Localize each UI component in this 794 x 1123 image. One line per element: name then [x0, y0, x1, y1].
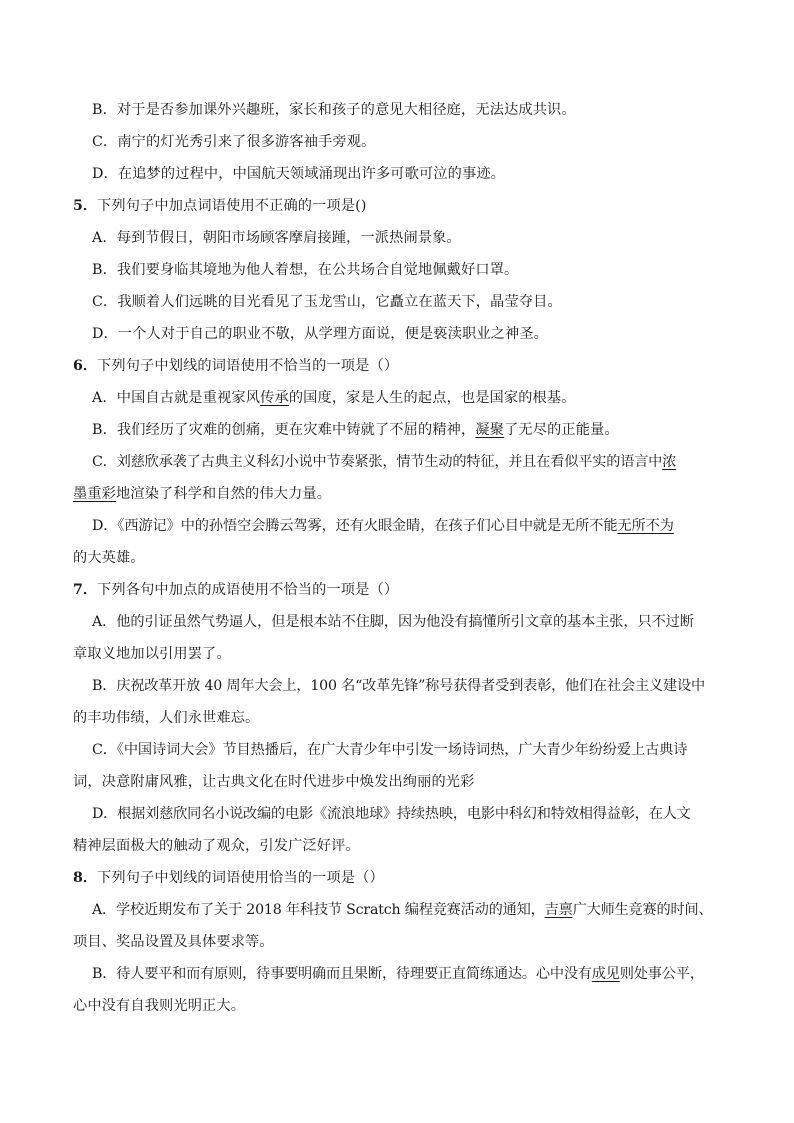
underlined-word: 浓 [662, 454, 677, 470]
underlined-word: 墨重彩 [73, 486, 117, 502]
underlined-word: 吉禀 [544, 902, 573, 918]
q7-option-c-cont: 词，决意附庸风雅，让古典文化在时代进步中焕发出绚丽的光彩 [73, 774, 475, 790]
q7-option-d: D．根据刘慈欣同名小说改编的电影《流浪地球》持续热映，电影中科幻和特效相得益彰，在人文 [92, 806, 691, 822]
q5-option-d: D．一个人对于自己的职业不敬，从学理方面说，便是亵渎职业之神圣。 [92, 326, 549, 342]
q8-option-a-cont: 项目、奖品设置及具体要求等。 [73, 934, 274, 950]
option-d: D．在追梦的过程中，中国航天领域涌现出许多可歌可泣的事迹。 [92, 166, 505, 182]
q7-option-b: B．庆祝改革开放 40 周年大会上，100 名“改革先锋”称号获得者受到表彰，他们在社会主义建设中 [92, 678, 705, 694]
q5-option-a: A．每到节假日，朝阳市场顾客摩肩接踵，一派热闹景象。 [92, 230, 461, 246]
underlined-word: 凝聚 [475, 422, 505, 438]
question-6-stem: 6．下列句子中划线的词语使用不恰当的一项是（） [73, 358, 399, 374]
q6-option-b: B．我们经历了灾难的创痛，更在灾难中铸就了不屈的精神，凝聚了无尽的正能量。 [92, 422, 619, 438]
underlined-word: 传承 [260, 390, 289, 406]
q8-option-a: A．学校近期发布了关于 2018 年科技节 Scratch 编程竞赛活动的通知，吉禀广大师生竞赛的时间、 [92, 902, 713, 918]
question-8-stem: 8．下列句子中划线的词语使用恰当的一项是（） [73, 870, 384, 886]
q5-option-b: B．我们要身临其境地为他人着想，在公共场合自觉地佩戴好口罩。 [92, 262, 519, 278]
q6-option-d: D．《西游记》中的孙悟空会腾云驾雾，还有火眼金睛，在孩子们心目中就是无所不能无所不为 [92, 518, 674, 534]
option-c: C．南宁的灯光秀引来了很多游客袖手旁观。 [92, 134, 376, 150]
q6-option-a: A．中国自古就是重视家风传承的国度，家是人生的起点，也是国家的根基。 [92, 390, 576, 406]
q7-option-c: C．《中国诗词大会》节目热播后，在广大青少年中引发一场诗词热，广大青少年纷纷爱上古典诗 [92, 742, 688, 758]
q6-option-d-cont: 的大英雄。 [73, 550, 145, 566]
underlined-word: 成见 [591, 966, 620, 982]
option-b: B．对于是否参加课外兴趣班，家长和孩子的意见大相径庭，无法达成共识。 [92, 102, 576, 118]
q7-option-d-cont: 精神层面极大的触动了观众，引发广泛好评。 [73, 838, 360, 854]
q7-option-b-cont: 的丰功伟绩，人们永世难忘。 [73, 710, 260, 726]
question-7-stem: 7．下列各句中加点的成语使用不恰当的一项是（） [73, 582, 399, 598]
q7-option-a: A．他的引证虽然气势逼人，但是根本站不住脚，因为他没有搞懂所引文章的基本主张，只不过断 [92, 614, 694, 630]
underlined-word: 无所不为 [617, 518, 674, 534]
question-5-stem: 5．下列句子中加点词语使用不正确的一项是() [73, 198, 367, 214]
q6-option-c-cont: 墨重彩地渲染了科学和自然的伟大力量。 [73, 486, 332, 502]
q6-option-c: C．刘慈欣承袭了古典主义科幻小说中节奏紧张，情节生动的特征，并且在看似平实的语言中浓 [92, 454, 677, 470]
q8-option-b: B．待人要平和而有原则，待事要明确而且果断，待理要正直简练通达。心中没有成见则处事公平， [92, 966, 704, 982]
q5-option-c: C．我顺着人们远眺的目光看见了玉龙雪山，它矗立在蓝天下，晶莹夺目。 [92, 294, 562, 310]
q7-option-a-cont: 章取义地加以引用罢了。 [73, 646, 231, 662]
q8-option-b-cont: 心中没有自我则光明正大。 [73, 998, 246, 1014]
